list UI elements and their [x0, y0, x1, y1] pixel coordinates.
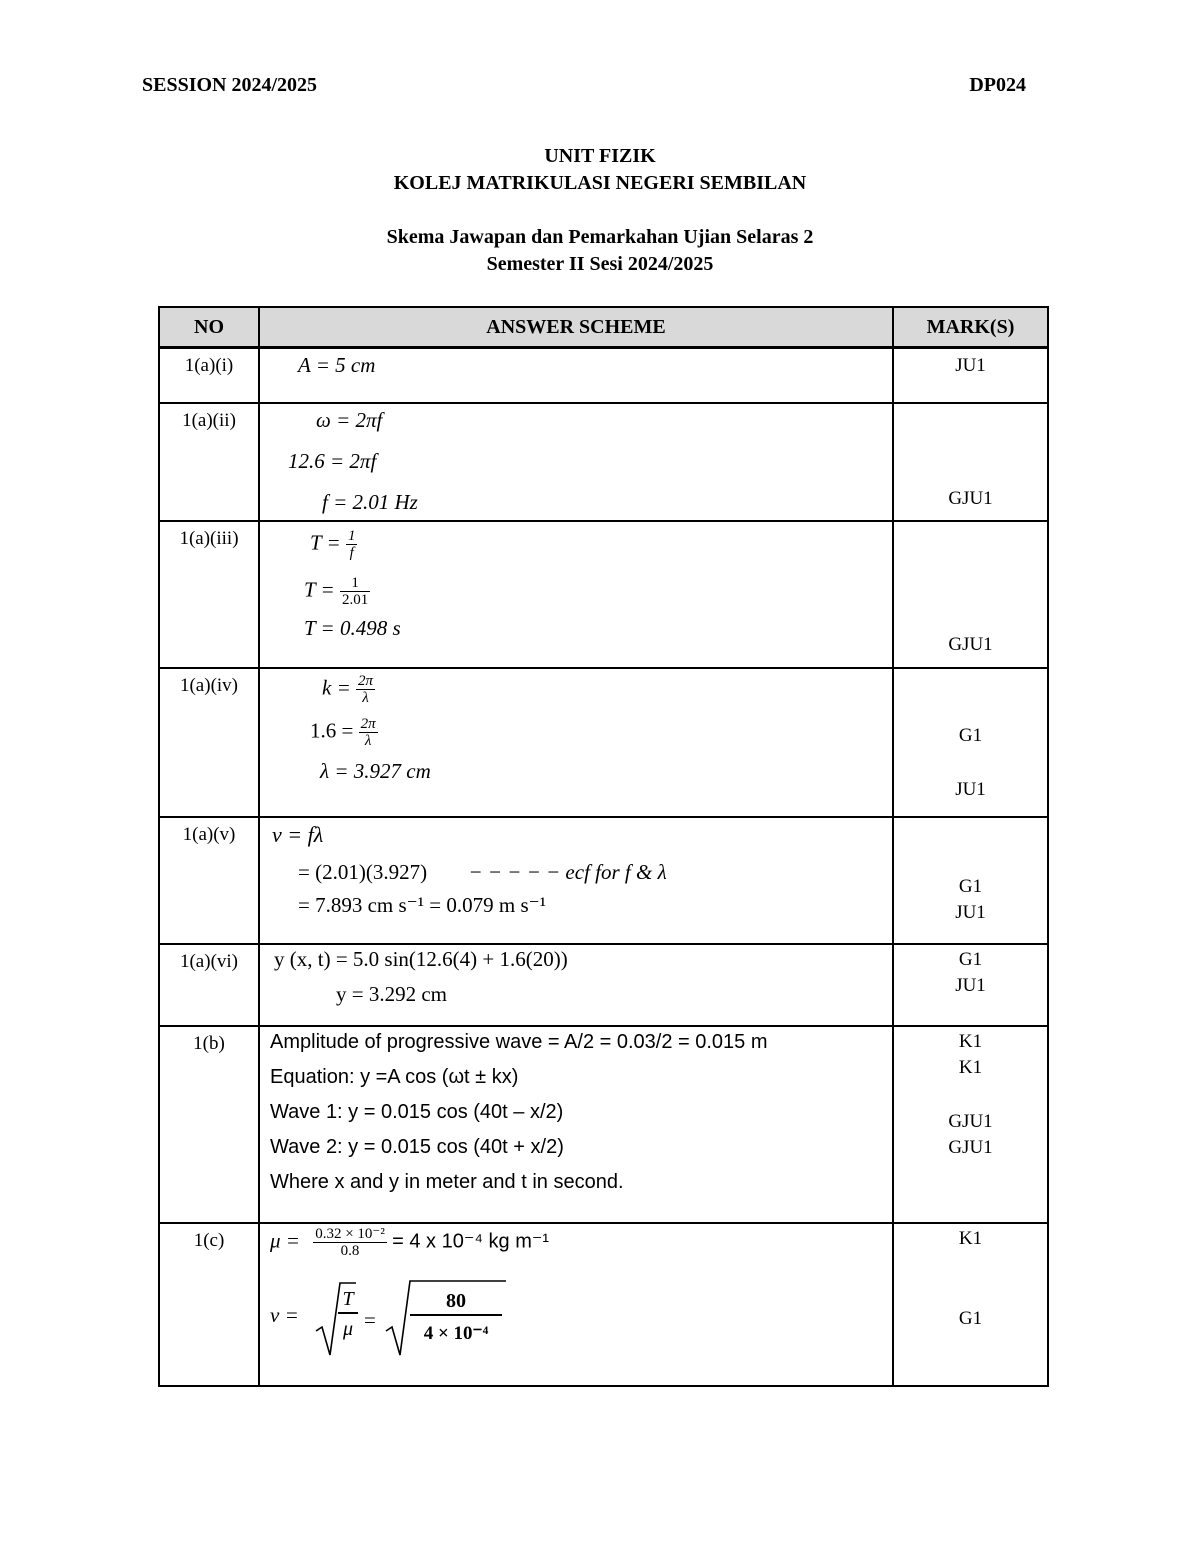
mark: K1 [958, 1227, 983, 1249]
table-row [159, 668, 1048, 817]
table-row [159, 403, 1048, 521]
answer-cell [259, 348, 893, 403]
answer-line: v = fλ [272, 821, 324, 847]
question-number: 1(a)(ii) [159, 403, 259, 521]
answer-line: y = 3.292 cm [336, 981, 447, 1006]
mark: JU1 [955, 974, 986, 996]
col-header-no: NO [159, 307, 259, 348]
mark: G1 [958, 724, 983, 746]
table-row [159, 1223, 1048, 1386]
fraction: $\frac{\text{0.32 × 10⁻²}}{0.8}$ [315, 1225, 385, 1259]
mark: GJU1 [948, 1136, 993, 1158]
answer-cell [259, 668, 893, 817]
mark: GJU1 [948, 487, 993, 509]
answer-line: Wave 2: y = 0.015 cos (40t + x/2) [270, 1135, 564, 1158]
unit-title: UNIT FIZIK [544, 145, 656, 167]
question-number: 1(c) [159, 1223, 259, 1386]
mark: GJU1 [948, 1110, 993, 1132]
mu-label: μ = [270, 1227, 300, 1252]
answer-line: Wave 1: y = 0.015 cos (40t – x/2) [270, 1100, 564, 1123]
question-number: 1(a)(vi) [159, 944, 259, 1026]
answer-line: λ = 3.927 cm [320, 758, 431, 783]
table-row [159, 817, 1048, 944]
v-label: v = [270, 1302, 299, 1327]
mu-value: = 4 x 10⁻⁴ kg m⁻¹ [392, 1229, 550, 1252]
col-header-answer: ANSWER SCHEME [259, 307, 893, 348]
answer-cell [259, 944, 893, 1026]
col-header-marks: MARK(S) [893, 307, 1048, 348]
marks-cell [893, 944, 1048, 1026]
marks-cell [893, 521, 1048, 668]
question-number: 1(a)(v) [159, 817, 259, 944]
answer-cell [259, 817, 893, 944]
semester-title: Semester II Sesi 2024/2025 [486, 253, 714, 275]
table-row [159, 1026, 1048, 1223]
answer-line: Amplitude of progressive wave = A/2 = 0.03/2 = 0.015 m [270, 1030, 768, 1053]
fraction: $\frac{1}{f}$ [347, 527, 356, 561]
equals-sign: = [364, 1307, 376, 1332]
mark: K1 [958, 1030, 983, 1052]
answer-line: 12.6 = 2πf [288, 448, 377, 473]
answer-line: Where x and y in meter and t in second. [270, 1170, 624, 1193]
mark: JU1 [955, 778, 986, 800]
numerator-T: T [342, 1287, 354, 1310]
mark: JU1 [955, 355, 986, 376]
answer-line [298, 860, 920, 885]
scheme-title: Skema Jawapan dan Pemarkahan Ujian Selaras 2 [386, 226, 814, 248]
mark: G1 [958, 948, 983, 970]
answer-line: T = $\frac{1}{2.01}$ [304, 574, 369, 608]
answer-line: T = $\frac{1}{f}$ [310, 527, 356, 561]
ecf-note: − − − − − ecf for f & λ [468, 859, 667, 884]
table-row [159, 944, 1048, 1026]
course-code: DP024 [969, 74, 1026, 96]
table-row [159, 348, 1048, 403]
marks-cell [893, 1223, 1048, 1386]
marks-cell [893, 348, 1048, 403]
mark: GJU1 [948, 633, 993, 655]
answer-cell [259, 521, 893, 668]
marks-cell [893, 403, 1048, 521]
table-row [159, 521, 1048, 668]
subtitle-block [0, 224, 1200, 278]
answer-scheme-table [158, 306, 1049, 1387]
table-header-row [159, 307, 1048, 348]
denominator-mu: μ [342, 1317, 354, 1340]
answer-line: f = 2.01 Hz [322, 489, 418, 514]
college-title: KOLEJ MATRIKULASI NEGERI SEMBILAN [393, 172, 807, 194]
question-number: 1(a)(i) [159, 348, 259, 403]
mark: G1 [958, 875, 983, 897]
answer-line: 1.6 = $\frac{2\pi}{\lambda}$ [310, 715, 376, 749]
answer-line [270, 1226, 892, 1259]
fraction: $\frac{2\pi}{\lambda}$ [360, 715, 376, 749]
marks-cell [893, 1026, 1048, 1223]
question-number: 1(a)(iii) [159, 521, 259, 668]
answer-cell [259, 403, 893, 521]
marks-cell [893, 817, 1048, 944]
answer-line: = 7.893 cm s⁻¹ = 0.079 m s⁻¹ [298, 892, 547, 917]
answer-line: y (x, t) = 5.0 sin(12.6(4) + 1.6(20)) [274, 946, 568, 971]
mark: JU1 [955, 901, 986, 923]
substitution: = (2.01)(3.927) [298, 859, 428, 884]
answer-line: ω = 2πf [316, 407, 383, 432]
fraction: $\frac{2\pi}{\lambda}$ [358, 672, 374, 706]
mark: K1 [958, 1056, 983, 1078]
fraction: $\frac{1}{2.01}$ [341, 574, 369, 608]
numerator-80: 80 [446, 1289, 466, 1312]
sqrt-expression [314, 1279, 510, 1359]
title-block [0, 143, 1200, 197]
answer-line [270, 1279, 892, 1359]
question-number: 1(b) [159, 1026, 259, 1223]
denominator-value: 4 × 10⁻⁴ [423, 1322, 489, 1344]
mark: G1 [958, 1307, 983, 1329]
question-number: 1(a)(iv) [159, 668, 259, 817]
answer-cell [259, 1026, 893, 1223]
answer-line: k = $\frac{2\pi}{\lambda}$ [322, 672, 374, 706]
marks-cell [893, 668, 1048, 817]
answer-line: Equation: y =A cos (ωt ± kx) [270, 1065, 519, 1088]
answer-line: T = 0.498 s [304, 615, 401, 640]
answer-cell [259, 1223, 893, 1386]
session-label: SESSION 2024/2025 [142, 74, 318, 96]
answer-line: A = 5 cm [298, 353, 376, 377]
